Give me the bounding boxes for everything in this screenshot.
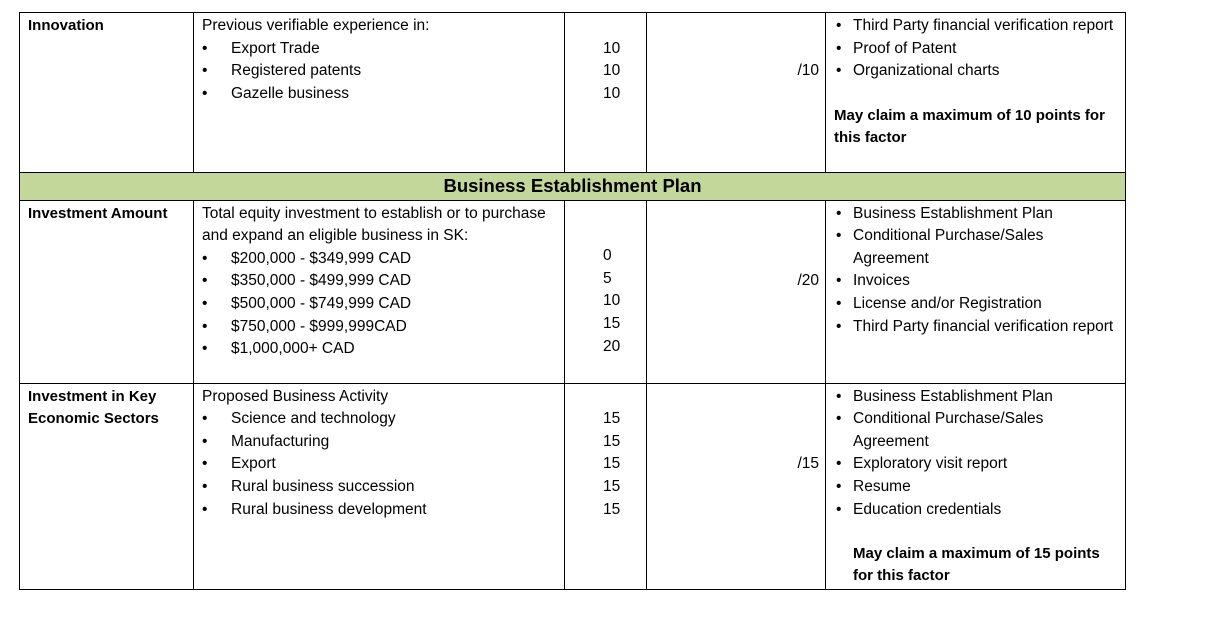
section-title: Business Establishment Plan — [20, 173, 1126, 201]
criteria-item: • $500,000 - $749,999 CAD — [202, 293, 556, 316]
factor-cell — [20, 13, 194, 173]
criteria-list — [202, 248, 556, 361]
max-claim-note: May claim a maximum of 15 points for this factor — [853, 545, 1100, 585]
section-header-row — [20, 173, 1126, 201]
document-item: • Proof of Patent — [834, 38, 1117, 61]
criteria-item: • Rural business succession — [202, 476, 556, 499]
max-claim-note: May claim a maximum of 10 points for this factor — [834, 106, 1105, 146]
document-item: • Exploratory visit report — [834, 453, 1117, 476]
factor-cell — [20, 200, 194, 383]
criteria-item: • $200,000 - $349,999 CAD — [202, 248, 556, 271]
criteria-item: • Gazelle business — [202, 83, 556, 106]
points-value: 10 — [603, 39, 621, 57]
criteria-item: • Export Trade — [202, 38, 556, 61]
criteria-list — [202, 408, 556, 521]
max-points-cell — [647, 200, 826, 383]
table-row-innovation — [20, 13, 1126, 173]
criteria-cell — [194, 13, 565, 173]
criteria-item: • Science and technology — [202, 408, 556, 431]
criteria-item: • Manufacturing — [202, 431, 556, 454]
criteria-item: • $1,000,000+ CAD — [202, 338, 556, 361]
max-points-value: /10 — [797, 62, 819, 80]
factor-label: Investment Amount — [28, 204, 168, 222]
points-value: 20 — [603, 337, 621, 355]
criteria-intro: Proposed Business Activity — [202, 387, 389, 405]
factor-label: Investment in Key Economic Sectors — [28, 387, 159, 428]
points-cell — [565, 200, 647, 383]
points-value: 10 — [603, 84, 621, 102]
criteria-item: • Rural business development — [202, 499, 556, 522]
documents-cell — [826, 13, 1126, 173]
criteria-list — [202, 38, 556, 106]
document-item: • Third Party financial verification report — [834, 316, 1117, 339]
documents-list — [834, 15, 1117, 83]
documents-list — [834, 386, 1117, 522]
document-item: • Organizational charts — [834, 60, 1117, 83]
points-value: 15 — [603, 500, 621, 518]
criteria-item: • $350,000 - $499,999 CAD — [202, 270, 556, 293]
table-row-key-economic-sectors — [20, 383, 1126, 590]
factor-label: Innovation — [28, 17, 104, 34]
points-cell — [565, 383, 647, 590]
document-item: • Third Party financial verification report — [834, 15, 1117, 38]
max-points-cell — [647, 383, 826, 590]
points-value: 15 — [603, 410, 621, 428]
criteria-cell — [194, 200, 565, 383]
criteria-cell — [194, 383, 565, 590]
max-points-value: /15 — [797, 455, 819, 473]
criteria-intro: Total equity investment to establish or to purchase and expand an eligible business in SK: — [202, 204, 546, 245]
points-value: 15 — [603, 477, 621, 495]
criteria-item: • Export — [202, 453, 556, 476]
documents-cell — [826, 383, 1126, 590]
max-points-cell — [647, 13, 826, 173]
document-item: • Invoices — [834, 270, 1117, 293]
document-item: • License and/or Registration — [834, 293, 1117, 316]
max-points-value: /20 — [797, 272, 819, 290]
criteria-item: • $750,000 - $999,999CAD — [202, 316, 556, 339]
document-item: • Conditional Purchase/Sales Agreement — [834, 225, 1117, 270]
document-item: • Business Establishment Plan — [834, 386, 1117, 409]
points-cell — [565, 13, 647, 173]
points-value: 10 — [603, 62, 621, 80]
points-value: 5 — [603, 269, 612, 287]
documents-list — [834, 203, 1117, 339]
criteria-item: • Registered patents — [202, 60, 556, 83]
document-item: • Conditional Purchase/Sales Agreement — [834, 408, 1117, 453]
factor-cell — [20, 383, 194, 590]
points-value: 15 — [603, 455, 621, 473]
document-item: • Business Establishment Plan — [834, 203, 1117, 226]
points-grid-table — [19, 12, 1126, 590]
points-value: 15 — [603, 432, 621, 450]
points-value: 0 — [603, 247, 612, 265]
table-row-investment-amount — [20, 200, 1126, 383]
points-value: 15 — [603, 314, 621, 332]
document-item: • Education credentials — [834, 499, 1117, 522]
documents-cell — [826, 200, 1126, 383]
criteria-intro: Previous verifiable experience in: — [202, 17, 430, 34]
points-value: 10 — [603, 292, 621, 310]
document-item: • Resume — [834, 476, 1117, 499]
